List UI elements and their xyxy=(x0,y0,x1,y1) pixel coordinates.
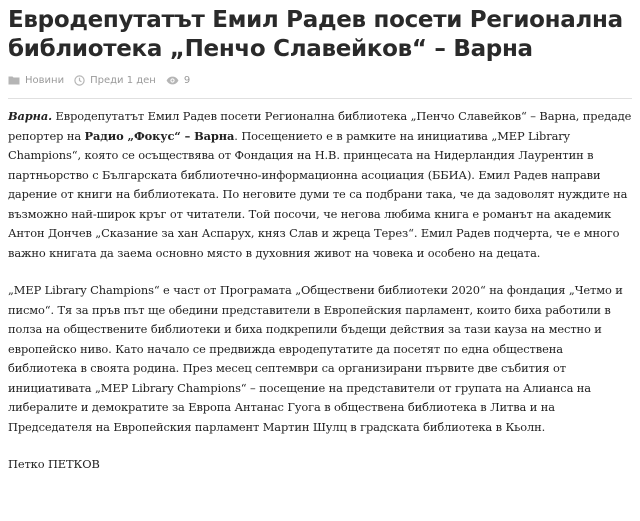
article-meta xyxy=(8,72,632,88)
paragraph-1-text-a: Евродепутатът Емил Радев посети Регионална библиотека „Пенчо Славейков“ – Варна, предаде репортер на xyxy=(8,109,632,143)
meta-category[interactable] xyxy=(8,75,64,86)
paragraph-1 xyxy=(8,107,632,263)
source-radio: Радио „Фокус“ – Варна xyxy=(84,128,235,143)
meta-time xyxy=(74,75,156,86)
article xyxy=(8,6,632,493)
author-name: Петко ПЕТКОВ xyxy=(8,457,100,471)
meta-views xyxy=(166,75,190,86)
meta-views-count: 9 xyxy=(183,74,191,86)
meta-divider xyxy=(8,98,632,99)
eye-icon xyxy=(166,76,179,85)
article-body xyxy=(8,107,632,475)
meta-time-label: Преди 1 ден xyxy=(90,74,156,86)
folder-icon xyxy=(8,75,20,85)
meta-category-label: Новини xyxy=(25,74,65,86)
paragraph-2: „MEP Library Champions“ е част от Програмата „Обществени библиотеки 2020“ на фондация „Четмо и писмо“. Тя за пръв път ще обедини представители в Европейския парламент, които биха работили в полза на обществените библиотеки и биха подкрепили бъдещи действия за тази кауза на местно и европейско ниво. Като начало се предвижда евродепутатите да посетят по една обществена библиотека в своята родина. През месец септември са организирани първите две събития от инициативата „MEP Library Champions“ – посещение на представители от групата на Алианса на либералите и демократите за Европа Антанас Гуога в обществена библиотека в Литва и на Председателя на Европейския парламент Мартин Шулц в градската библиотека в Кьолн. xyxy=(8,283,623,434)
paragraph-1-text-b: . Посещението е в рамките на инициатива „MEP Library Champions“, която се осъществява от Фондация на Н.В. принцесата на Нидерландия Лаурентин в партньорство с Българската библиотечно-информационна асоциация (ББИА). Емил Радев направи дарение от книги на библиотеката. По неговите думи те са подбрани така, че да задоволят нуждите на възможно най-широк кръг от читатели. Той посочи, че негова любима книга е романът на академик Антон Дончев „Сказание за хан Аспарух, княз Слав и жреца Терез“. Емил Радев подчерта, че е много важно книгата да заема основно място в духовния живот на човека и особено на децата. xyxy=(8,128,628,260)
clock-icon xyxy=(74,75,85,86)
article-title: Евродепутатът Емил Радев посети Регионална библиотека „Пенчо Славейков“ – Варна xyxy=(8,7,623,62)
dateline-location: Варна. xyxy=(8,109,53,123)
